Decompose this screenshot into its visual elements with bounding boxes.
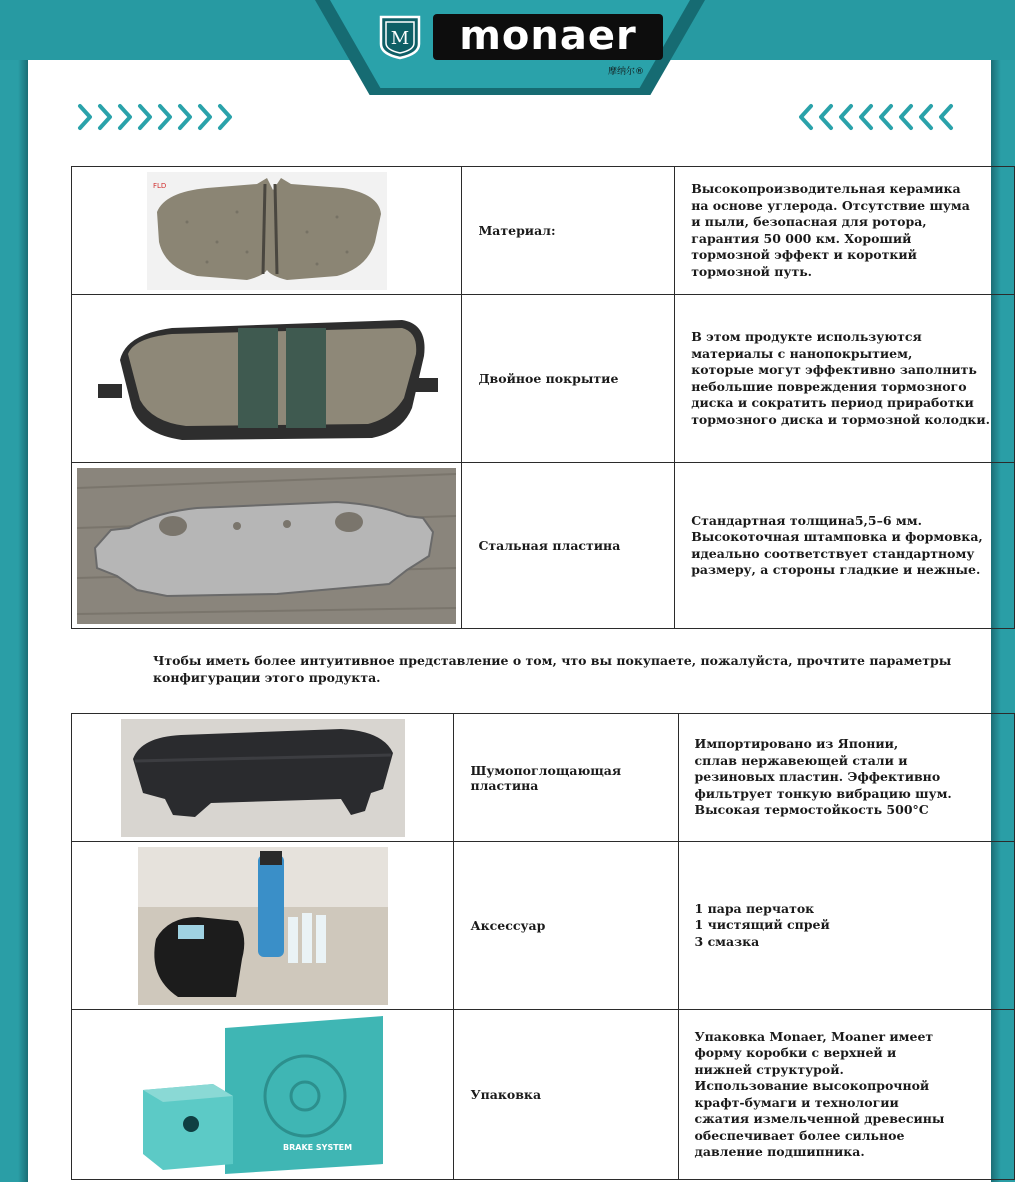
table-row — [72, 842, 1015, 1010]
image-cell — [72, 295, 462, 463]
description-line: Высокопроизводительная керамика — [691, 181, 961, 196]
description-line: материалы с нанопокрытием, — [691, 345, 913, 361]
description-line: небольшие повреждения тормозного — [691, 378, 967, 394]
description-line: нижней структурой. — [694, 1061, 844, 1077]
row-description — [678, 842, 1014, 1010]
description-line: тормозной эффект и короткий — [691, 247, 917, 262]
description-line: гарантия 50 000 км. Хороший — [691, 230, 912, 246]
row-description — [675, 167, 1015, 295]
row-label: Шумопоглощающая пластина — [454, 714, 678, 842]
table-row — [72, 463, 1015, 629]
description-line: размеру, а стороны гладкие и нежные. — [691, 562, 981, 577]
image-cell — [72, 714, 454, 842]
brand-chinese-name — [608, 64, 644, 77]
description-line: Высокоточная штамповка и формовка, — [691, 529, 983, 544]
description-line: Стандартная толщина5,5–6 мм. — [691, 512, 922, 528]
spec-table-top — [71, 166, 1015, 629]
image-cell — [72, 463, 462, 629]
description-line: давление подшипника. — [694, 1144, 865, 1159]
description-line: фильтрует тонкую вибрацию шум. — [694, 785, 952, 801]
description-line: и пыли, безопасная для ротора, — [691, 214, 927, 229]
brake-pad-ceramic-photo — [147, 172, 387, 290]
description-line: 3 смазка — [694, 933, 760, 949]
description-line: обеспечивает более сильное — [694, 1127, 905, 1143]
row-description — [675, 295, 1015, 463]
registered-mark: ® — [635, 67, 645, 77]
description-line: В этом продукте используются — [691, 329, 922, 344]
image-cell — [72, 167, 462, 295]
brand-chinese-text: 摩纳尔 — [608, 67, 636, 77]
row-description — [678, 1010, 1014, 1180]
noise-damping-shim-photo — [121, 719, 405, 837]
intro-paragraph — [153, 652, 952, 686]
description-line: Высокая термостойкость 500°C — [694, 802, 929, 818]
description-line: 1 пара перчаток — [694, 900, 815, 916]
description-line: на основе углерода. Отсутствие шума — [691, 197, 970, 213]
table-row — [72, 1010, 1015, 1180]
row-label: Материал: — [462, 167, 675, 295]
chevrons-right-decoration — [76, 100, 242, 134]
description-line: диска и сократить период приработки — [691, 395, 974, 410]
fld-mark: FLD — [152, 181, 167, 190]
row-label: Аксессуар — [454, 842, 678, 1010]
description-line: сжатия измельченной древесины — [694, 1111, 945, 1126]
description-line: Импортировано из Японии, — [694, 736, 899, 752]
brand-shield-icon — [378, 14, 422, 60]
description-line: тормозного диска и тормозной колодки. — [691, 411, 990, 427]
description-line: Использование высокопрочной — [694, 1078, 930, 1093]
steel-backing-plate-photo — [77, 468, 456, 624]
table-row — [72, 295, 1015, 463]
accessories-photo — [138, 847, 388, 1005]
box-brake-system-text: BRAKE SYSTEM — [282, 1142, 352, 1152]
image-cell — [72, 1010, 454, 1180]
packaging-box-photo — [133, 1014, 393, 1176]
description-line: которые могут эффективно заполнить — [691, 362, 977, 377]
description-line: тормозной путь. — [691, 263, 813, 279]
dual-coated-brake-pad-photo — [92, 300, 442, 458]
row-description — [675, 463, 1015, 629]
description-line: крафт-бумаги и технологии — [694, 1094, 899, 1110]
description-line: резиновых пластин. Эффективно — [694, 769, 941, 785]
intro-line: конфигурации этого продукта. — [153, 670, 381, 685]
description-line: 1 чистящий спрей — [694, 917, 830, 933]
row-label: Упаковка — [454, 1010, 678, 1180]
spec-table-bottom — [71, 713, 1015, 1180]
brand-logo: monaer — [433, 14, 663, 60]
left-border-band — [0, 0, 28, 1182]
row-label: Двойное покрытие — [462, 295, 675, 463]
description-line: идеально соответствует стандартному — [691, 545, 975, 561]
row-label: Стальная пластина — [462, 463, 675, 629]
table-row — [72, 167, 1015, 295]
intro-line: Чтобы иметь более интуитивное представление о том, что вы покупаете, пожалуйста, прочтите параметры — [153, 653, 952, 668]
description-line: сплав нержавеющей стали и — [694, 752, 908, 768]
description-line: форму коробки с верхней и — [694, 1045, 897, 1060]
chevrons-left-decoration — [797, 100, 963, 134]
description-line: Упаковка Monaer, Moaner имеет — [694, 1028, 934, 1044]
image-cell — [72, 842, 454, 1010]
row-description — [678, 714, 1014, 842]
shield-letter: M — [390, 28, 410, 49]
table-row — [72, 714, 1015, 842]
